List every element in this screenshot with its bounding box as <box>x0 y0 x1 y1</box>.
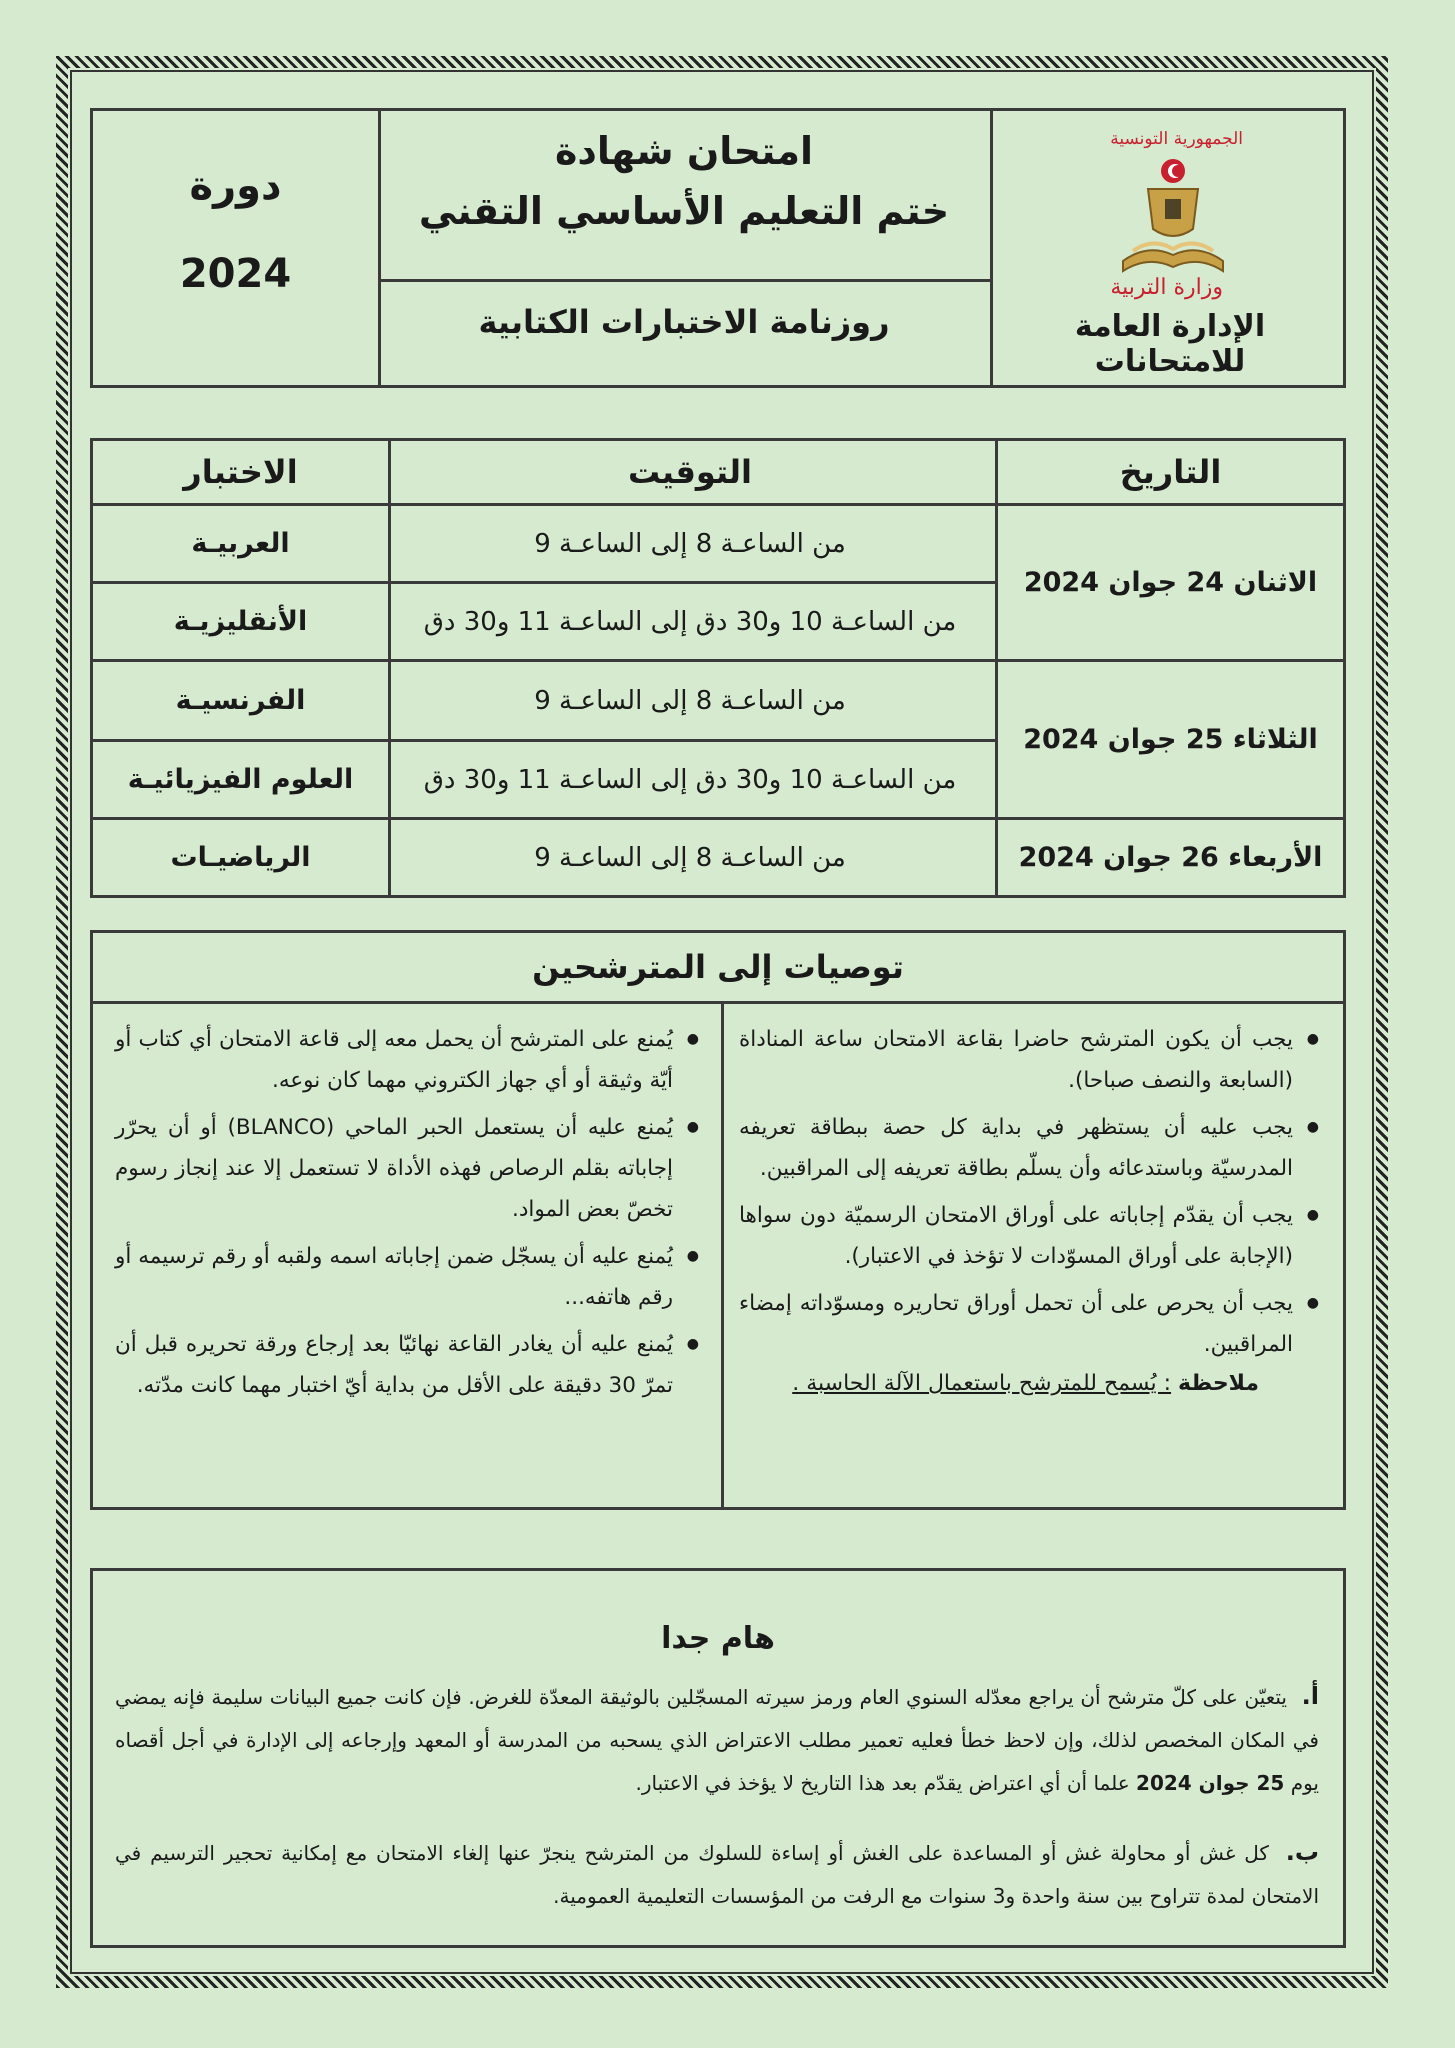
important-item-a <box>115 1675 1319 1805</box>
header-divider <box>378 279 990 282</box>
list-item: ● يجب عليه أن يستظهر في بداية كل حصة ببطاقة تعريفه المدرسيّة وباستدعائه وأن يسلّم بطاقة تعريفه إلى المراقبين. <box>739 1107 1319 1189</box>
important-item-b <box>115 1831 1319 1918</box>
recommendations-title: توصيات إلى المترشحين <box>532 948 904 986</box>
calendar-title: روزنامة الاختبارات الكتابية <box>478 303 890 341</box>
header-box <box>90 108 1346 388</box>
subject-cell: الرياضيـات <box>170 842 311 873</box>
list-item: ● يُمنع عليه أن يغادر القاعة نهائيّا بعد إرجاع ورقة تحريره قبل أن تمرّ 30 دقيقة على الأقل من بداية أيّ اختبار مهما كانت مدّته. <box>115 1324 699 1406</box>
recommendations-right <box>739 1019 1319 1396</box>
item-letter: ب. <box>1285 1838 1319 1866</box>
item-text: يتعيّن على كلّ مترشح أن يراجع معدّله السنوي العام ورمز سيرته المسجّلين بالوثيقة المعدّة للغرض. فإن كانت جميع البيانات سليمة فإنه يمضي في المكان المخصص لذلك، وإن لاحظ خطأ فعليه تعمير مطلب الاعتراض الذي يسحبه من المدرسة أو المعهد وإرجاعه إلى الإدارة في أجل أقصاه يوم <box>115 1685 1319 1795</box>
time-cell: من الساعـة 8 إلى الساعـة 9 <box>534 528 846 559</box>
list-item: ● يجب أن يحرص على أن تحمل أوراق تحاريره ومسوّداته إمضاء المراقبين. <box>739 1283 1319 1365</box>
time-cell: من الساعـة 10 و30 دق إلى الساعـة 11 و30 دق <box>423 606 957 637</box>
list-item: ● يُمنع على المترشح أن يحمل معه إلى قاعة الامتحان أي كتاب أو أيّة وثيقة أو أي جهاز الكتروني مهما كان نوعه. <box>115 1019 699 1101</box>
session-label: دورة <box>189 163 282 209</box>
note-label: ملاحظة <box>1178 1371 1259 1396</box>
republic-label: الجمهورية التونسية <box>1110 129 1243 149</box>
exam-title-line2: ختم التعليم الأساسي التقني <box>418 189 950 233</box>
recommendations-left <box>115 1019 699 1412</box>
time-cell: من الساعـة 10 و30 دق إلى الساعـة 11 و30 دق <box>423 764 957 795</box>
time-cell: من الساعـة 8 إلى الساعـة 9 <box>534 685 846 716</box>
recommendations-box <box>90 930 1346 1510</box>
item-letter: أ. <box>1301 1682 1320 1710</box>
exam-title-block <box>378 111 990 385</box>
directorate-label: الإدارة العامة للامتحانات <box>1074 309 1266 379</box>
col-header-date: التاريخ <box>1119 453 1222 491</box>
important-box <box>90 1568 1346 1948</box>
time-cell: من الساعـة 8 إلى الساعـة 9 <box>534 842 846 873</box>
note-text: : يُسمح للمترشح باستعمال الآلة الحاسبة . <box>792 1371 1172 1396</box>
ministry-block <box>990 111 1343 385</box>
ministry-label: وزارة التربية <box>1110 275 1223 300</box>
date-cell: الاثنان 24 جوان 2024 <box>1023 567 1318 598</box>
note <box>739 1371 1319 1396</box>
col-header-time: التوقيت <box>628 453 752 491</box>
list-item: ● يجب أن يكون المترشح حاضرا بقاعة الامتحان ساعة المناداة (السابعة والنصف صباحا). <box>739 1019 1319 1101</box>
list-item: ● يجب أن يقدّم إجاباته على أوراق الامتحان الرسميّة دون سواها (الإجابة على أوراق المسوّدات لا تؤخذ في الاعتبار). <box>739 1195 1319 1277</box>
subject-cell: العربيـة <box>191 528 290 559</box>
col-header-test: الاختبار <box>183 453 298 491</box>
schedule-table <box>90 438 1346 898</box>
item-text: كل غش أو محاولة غش أو المساعدة على الغش أو إساءة للسلوك من المترشح ينجرّ عنها إلغاء الامتحان مع إمكانية تحجير الترسيم في الامتحان لمدة تتراوح بين سنة واحدة و3 سنوات مع الرفت من المؤسسات التعليمية العمومية. <box>115 1841 1319 1908</box>
session-year: 2024 <box>179 251 292 297</box>
list-item: ● يُمنع عليه أن يستعمل الحبر الماحي (BLANCO) أو أن يحرّر إجاباته بقلم الرصاص فهذه الأداة لا تستعمل إلا عند إنجاز رسوم تخصّ بعض المواد. <box>115 1107 699 1230</box>
tunisia-emblem-icon <box>1113 151 1233 291</box>
subject-cell: العلوم الفيزيائيـة <box>127 764 354 795</box>
list-item: ● يُمنع عليه أن يسجّل ضمن إجاباته اسمه ولقبه أو رقم ترسيمه أو رقم هاتفه... <box>115 1236 699 1318</box>
date-cell: الثلاثاء 25 جوان 2024 <box>1023 724 1318 755</box>
date-cell: الأربعاء 26 جوان 2024 <box>1018 842 1323 873</box>
important-title: هام جدا <box>661 1621 775 1656</box>
exam-title-line1: امتحان شهادة <box>554 129 814 173</box>
subject-cell: الفرنسيـة <box>175 685 306 716</box>
item-date: 25 جوان 2024 <box>1136 1771 1285 1795</box>
item-tail: علما أن أي اعتراض يقدّم بعد هذا التاريخ لا يؤخذ في الاعتبار. <box>635 1771 1130 1795</box>
session-block <box>93 111 381 385</box>
subject-cell: الأنقليزيـة <box>173 606 308 637</box>
